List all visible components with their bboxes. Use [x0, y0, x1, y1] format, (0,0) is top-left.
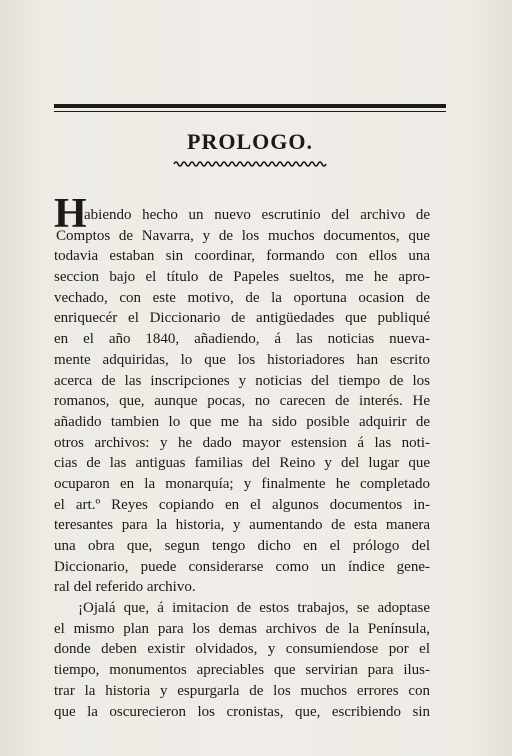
text-line: otros archivos: y he dado mayor estension á las noti- — [54, 434, 430, 451]
text-line: ¡Ojalá que, á imitacion de estos trabajos, se adoptase — [78, 600, 430, 617]
text-line: que la oscurecieron los cronistas, que, escribiendo sin — [54, 703, 430, 720]
text-line: teresantes para la historia, y aumentando de esta manera — [54, 517, 430, 534]
text-line: en el año 1840, añadiendo, á las noticias nueva- — [54, 331, 430, 348]
text-line: enriquecér el Diccionario de antigüedades que publiqué — [54, 310, 430, 327]
text-line: romanos, que, aunque pocas, no carecen de interés. He — [54, 393, 430, 410]
header-rule-thin — [54, 111, 446, 112]
text-line: añadido tambien lo que me ha sido posible adquirir de — [54, 413, 430, 430]
wavy-ornament — [174, 160, 326, 168]
text-line: Comptos de Navarra, y de los muchos documentos, que — [56, 227, 430, 244]
text-line: mente adquiridas, lo que los historiadores han escrito — [54, 351, 430, 368]
text-line: una obra que, segun tengo dicho en el prólogo del — [54, 538, 430, 554]
drop-cap: H — [54, 191, 87, 237]
header-rule-thick — [54, 104, 446, 108]
text-line: tiempo, monumentos apreciables que servirian para ilus- — [54, 662, 430, 679]
text-line: cias de las antiguas familias del Reino y del lugar que — [54, 455, 430, 472]
text-line: acerca de las inscripciones y noticias del tiempo de los — [54, 372, 430, 389]
text-line: ral del referido archivo. — [54, 579, 196, 596]
text-line-content: abiendo hecho un nuevo escrutinio del archivo de — [84, 207, 430, 223]
text-line: seccion bajo el título de Papeles sueltos, me he apro- — [54, 269, 430, 286]
text-line: todavia estaban sin coordinar, formando con ellos una — [54, 248, 430, 265]
page-title: PROLOGO. — [187, 129, 313, 154]
prologue-text — [54, 191, 430, 722]
text-line: vechado, con este motivo, de la oportuna ocasion de — [54, 289, 430, 306]
text-line: trar la historia y espurgarla de los muchos errores con — [54, 682, 430, 699]
text-line: el mismo plan para los demas archivos de la Península, — [54, 620, 430, 637]
text-line: ocuparon en la monarquía; y finalmente he completado — [54, 475, 430, 492]
text-line: donde deben existir olvidados, y consumiendose por el — [54, 641, 430, 658]
text-line: el art.º Reyes copiando en el algunos documentos in- — [54, 496, 430, 513]
text-line: Diccionario, puede considerarse como un índice gene- — [54, 558, 430, 575]
show-through-text — [70, 58, 510, 106]
